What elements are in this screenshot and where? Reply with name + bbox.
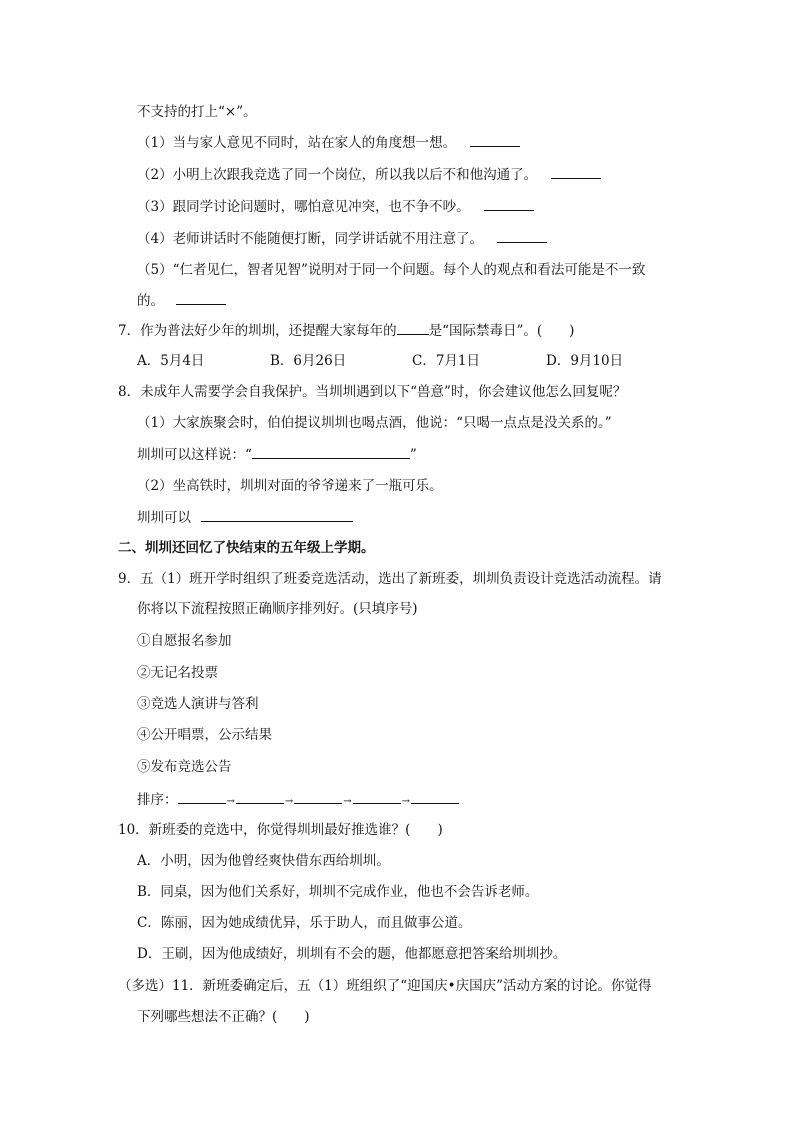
q6-item-2-text: （2）小明上次跟我竞选了同一个岗位，所以我以后不和他沟通了。 <box>137 167 538 183</box>
q7-option-b[interactable]: B．6月26日 <box>270 353 347 369</box>
q10-option-c[interactable]: C．陈丽，因为她成绩优异，乐于助人，而且做事公道。 <box>137 915 472 931</box>
answer-blank[interactable] <box>484 196 534 211</box>
q9-step-4: ④公开唱票，公示结果 <box>137 727 272 743</box>
q6-item-5: （5）“仁者见仁，智者见智”说明对于同一个问题。每个人的观点和看法可能是不一致 <box>137 262 646 278</box>
answer-blank[interactable] <box>294 789 342 804</box>
arrow-icon: → <box>343 796 352 807</box>
q6-item-5-cont <box>137 290 226 311</box>
q9-step-3: ③竞选人演讲与答利 <box>137 696 259 712</box>
q8-stem: 8．未成年人需要学会自我保护。当圳圳遇到以下“兽意”时，你会建议他怎么回复呢？ <box>118 384 627 400</box>
q9-step-2: ②无记名投票 <box>137 665 218 681</box>
arrow-icon: → <box>401 796 411 807</box>
q6-item-4 <box>137 228 547 249</box>
q6-item-4-text: （4）老师讲话时不能随便打断，同学讲话就不用注意了。 <box>137 231 484 247</box>
answer-blank[interactable] <box>397 320 429 335</box>
q9-step-1: ①自愿报名参加 <box>137 633 232 649</box>
q9-order-row <box>137 789 459 812</box>
q6-intro-tail: 不支持的打上“×”。 <box>137 104 257 120</box>
answer-blank[interactable] <box>353 789 401 804</box>
q7-option-c[interactable]: C．7月1日 <box>412 353 481 369</box>
answer-blank[interactable] <box>201 507 353 522</box>
q7-option-d[interactable]: D．9月10日 <box>546 353 624 369</box>
q9-order-label: 排序： <box>137 792 178 808</box>
q6-item-1-text: （1）当与家人意见不同时，站在家人的角度想一想。 <box>137 135 457 151</box>
answer-blank[interactable] <box>236 789 284 804</box>
q8-part-1: （1）大家族聚会时，伯伯提议圳圳也喝点酒，他说：“只喝一点点是没关系的。” <box>137 415 612 431</box>
q8-answer-1 <box>137 444 417 465</box>
q9-stem-line-2: 你将以下流程按照正确顺序排列好。(只填序号) <box>137 601 418 617</box>
q10-option-d[interactable]: D．王刷，因为他成绩好，圳圳有不会的题，他都愿意把答案给圳圳抄。 <box>137 946 567 962</box>
q7-option-a[interactable]: A．5月4日 <box>137 353 205 369</box>
answer-blank[interactable] <box>470 132 520 147</box>
q8-answer-1-suffix: ” <box>409 447 417 463</box>
q7-stem-tail: 是“国际禁毒日”。( ) <box>428 323 575 339</box>
q6-item-1 <box>137 132 520 153</box>
answer-blank[interactable] <box>551 164 601 179</box>
q10-option-a[interactable]: A．小明，因为他曾经爽快借东西给圳圳。 <box>137 853 390 869</box>
q8-answer-2-prefix: 圳圳可以 <box>137 510 191 526</box>
answer-blank[interactable] <box>497 228 547 243</box>
q10-stem: 10．新班委的竞选中，你觉得圳圳最好推选谁？( ) <box>118 822 443 838</box>
q6-item-2 <box>137 164 601 185</box>
q9-stem-line-1: 9．五（1）班开学时组织了班委竞选活动，选出了新班委，圳圳负责设计竞选活动流程。请 <box>118 571 662 587</box>
q7-stem-text: 7．作为普法好少年的圳圳，还提醒大家每年的 <box>118 323 397 339</box>
q6-item-5-cont-text: 的。 <box>137 293 164 309</box>
q8-answer-2 <box>137 507 353 528</box>
q9-step-5: ⑤发布竞选公告 <box>137 759 232 775</box>
q11-stem-line-2: 下列哪些想法不正确？( ) <box>137 1009 310 1025</box>
q10-option-b[interactable]: B．同桌，因为他们关系好，圳圳不完成作业，他也不会告诉老师。 <box>137 884 539 900</box>
arrow-icon: → <box>226 796 235 807</box>
arrow-icon: → <box>284 796 294 807</box>
answer-blank[interactable] <box>176 290 226 305</box>
answer-blank[interactable] <box>252 444 410 459</box>
q6-item-3-text: （3）跟同学讨论问题时，哪怕意见冲突，也不争不吵。 <box>137 199 470 215</box>
q11-stem-line-1: （多选）11．新班委确定后，五（1）班组织了“迎国庆•庆国庆”活动方案的讨论。你觉得 <box>118 978 652 994</box>
answer-blank[interactable] <box>411 789 459 804</box>
q6-item-3 <box>137 196 534 217</box>
q8-answer-1-prefix: 圳圳可以这样说：“ <box>137 447 252 463</box>
q7-stem <box>118 320 574 341</box>
answer-blank[interactable] <box>178 789 226 804</box>
section-heading: 二、圳圳还回忆了快结束的五年级上学期。 <box>118 540 375 556</box>
q8-part-2: （2）坐高铁时，圳圳对面的爷爷递来了一瓶可乐。 <box>137 478 443 494</box>
